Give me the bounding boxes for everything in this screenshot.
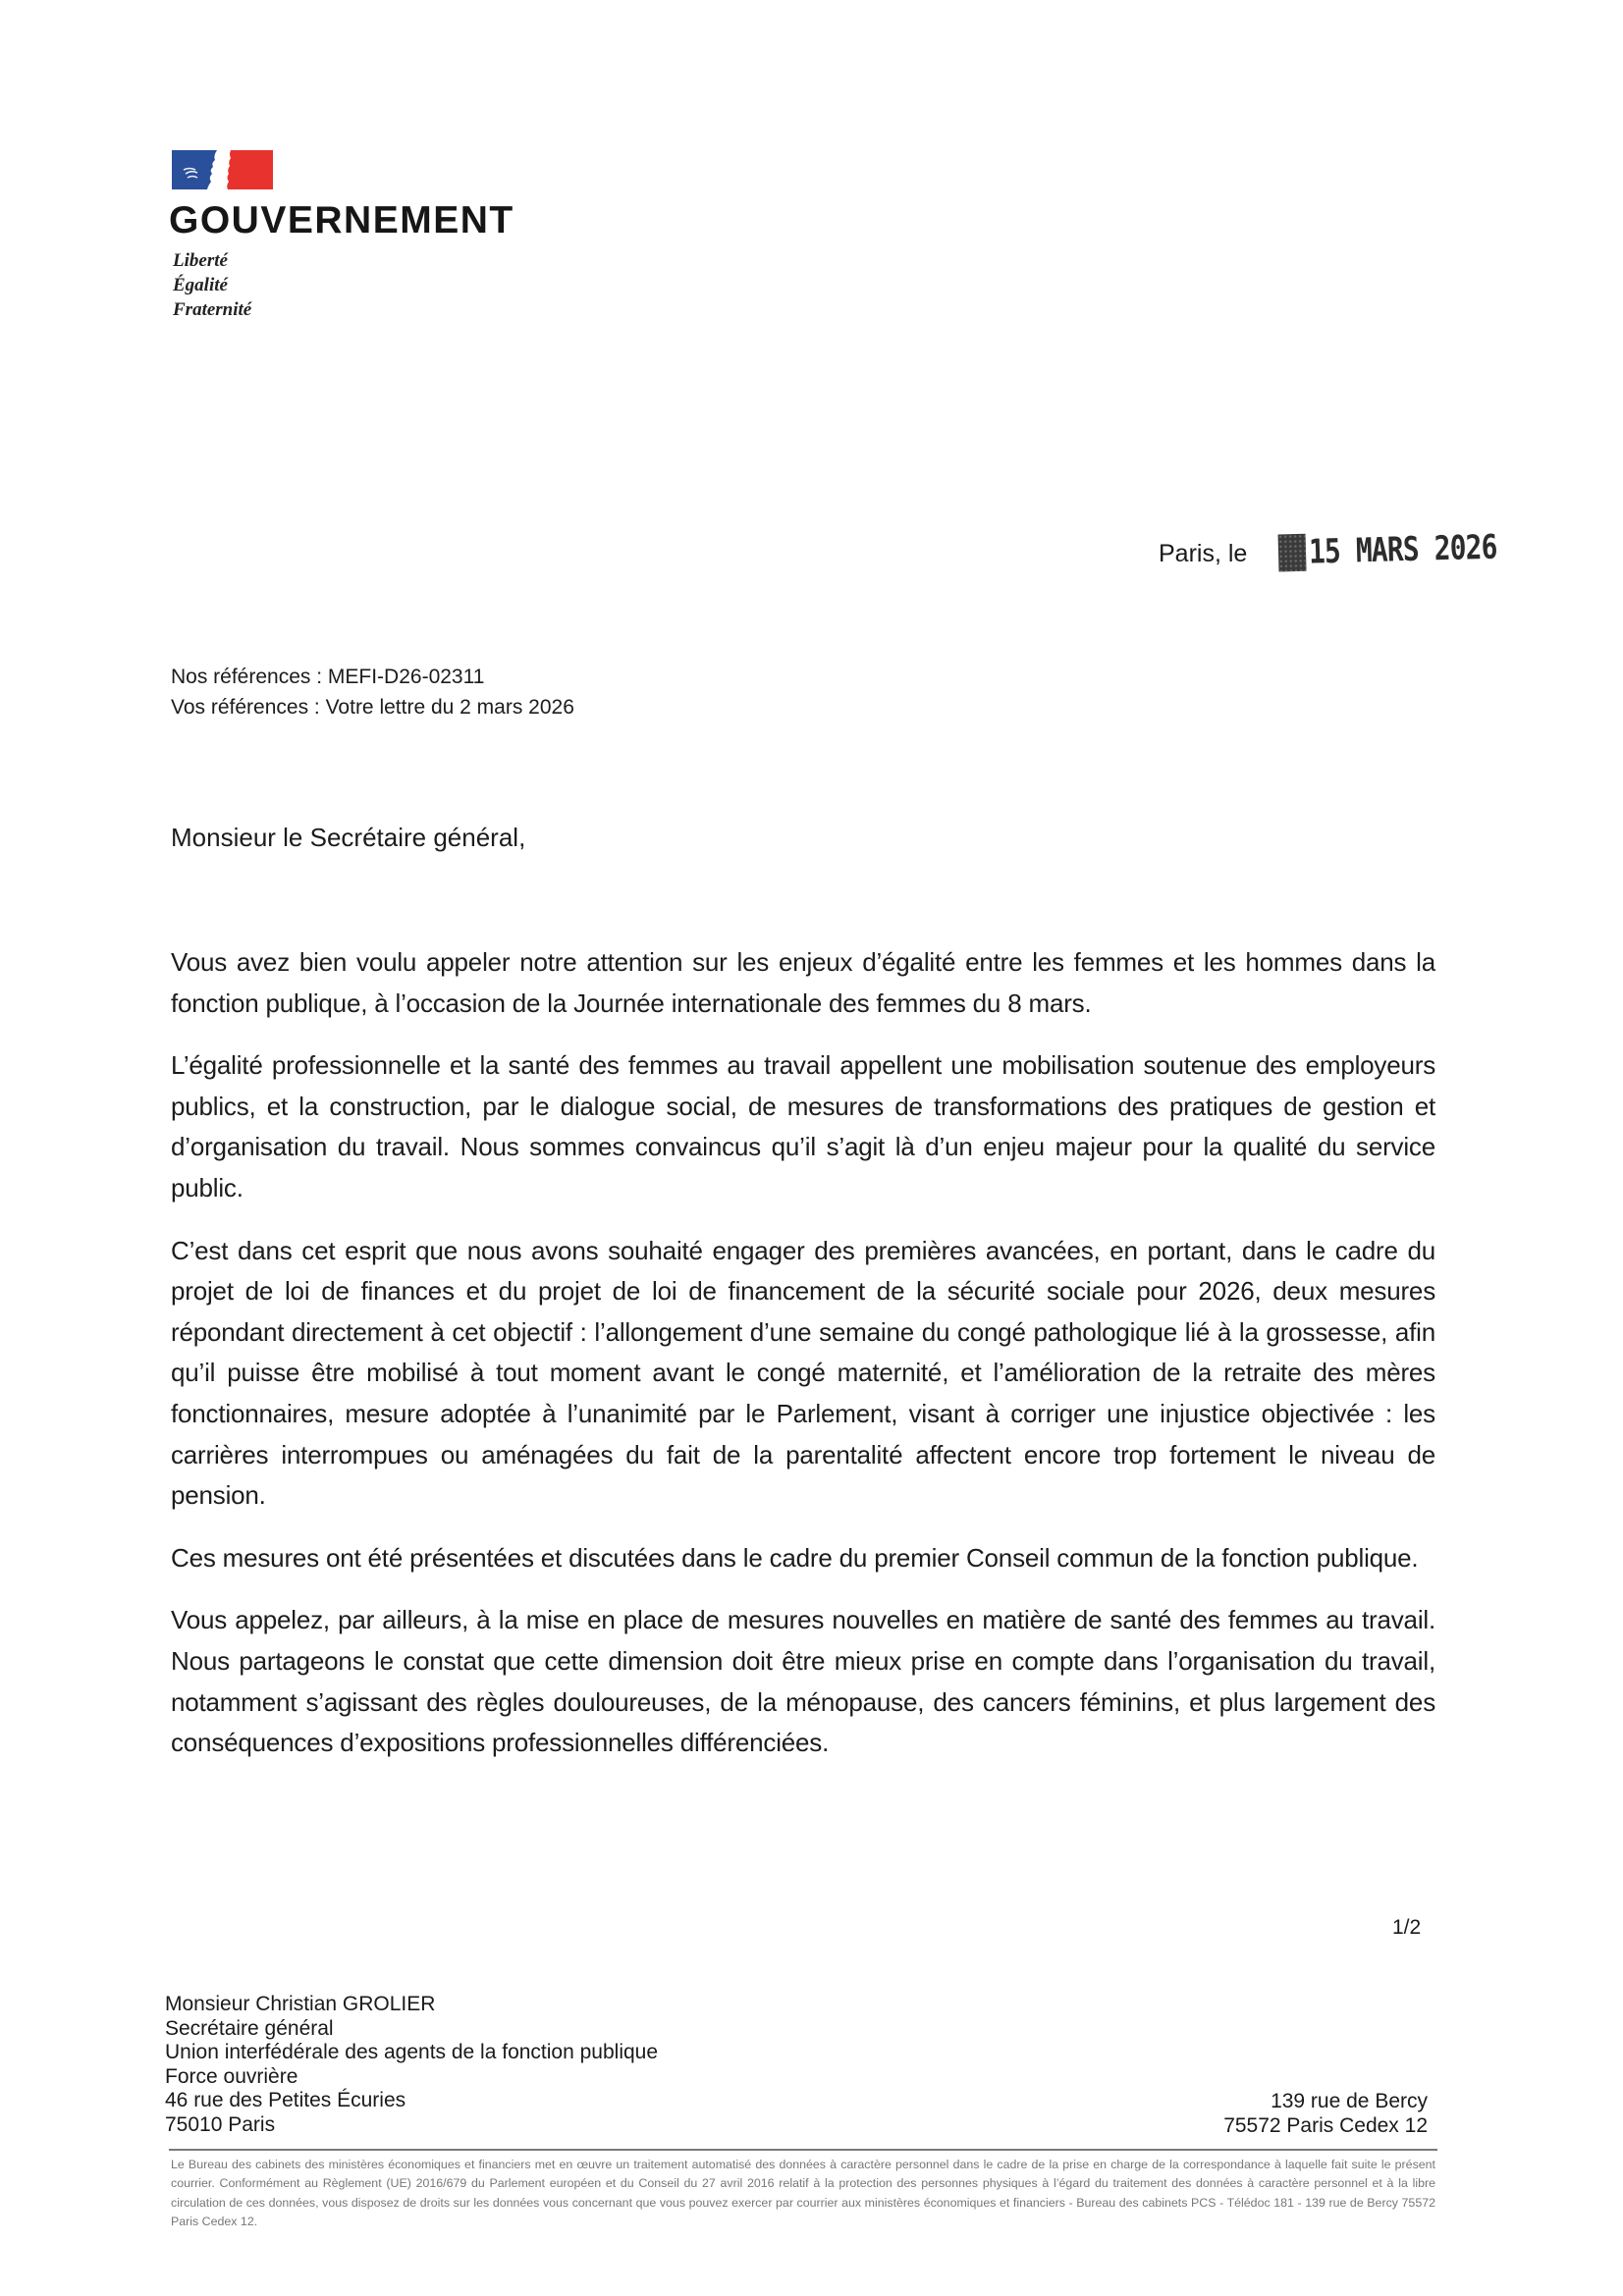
your-reference: Vos références : Votre lettre du 2 mars 2026 — [171, 696, 574, 719]
footer-divider — [169, 2149, 1437, 2151]
stamp-ink-block — [1278, 534, 1307, 572]
salutation: Monsieur le Secrétaire général, — [171, 823, 526, 852]
page-number: 1/2 — [1392, 1916, 1422, 1939]
sender-street: 139 rue de Bercy — [1271, 2090, 1428, 2112]
recipient-city: 75010 Paris — [165, 2112, 276, 2136]
motto-egalite: Égalité — [173, 275, 228, 295]
paragraph: C’est dans cet esprit que nous avons souhaité engager des premières avancées, en portant, dans le cadre du projet de loi de finances et du projet de loi de financement de la sécurité sociale pour 2026, deux mesures répondant directement à cet objectif : l’allongement d’une semaine du congé pathologique lié à la grossesse, afin qu’il puisse être mobilisé à tout moment avant le congé maternité, et l’amélioration de la retraite des mères fonctionnaires, mesure adoptée à l’unanimité par le Parlement, visant à corriger une injustice objectivée : les carrières interrompues ou aménagées du fait de la parentalité affectent encore trop fortement le niveau de pension. — [171, 1235, 1435, 1511]
paragraph: Ces mesures ont été présentées et discutées dans le cadre du premier Conseil commun de la fonction publique. — [171, 1542, 1419, 1573]
brand-wordmark: GOUVERNEMENT — [169, 199, 514, 241]
recipient-name: Monsieur Christian GROLIER — [165, 1993, 436, 2015]
recipient-organization: Union interfédérale des agents de la fonction publique — [165, 2041, 659, 2064]
paragraph: Vous avez bien voulu appeler notre attention sur les enjeux d’égalité entre les femmes et les hommes dans la fonction publique, à l’occasion de la Journée internationale des femmes du 8 mars. — [171, 947, 1435, 1018]
references — [171, 662, 574, 722]
letter-body — [171, 942, 1435, 1786]
recipient-address — [165, 1993, 658, 2138]
motto-liberte: Liberté — [173, 250, 228, 271]
privacy-notice: Le Bureau des cabinets des ministères économiques et financiers met en œuvre un traitement automatisé des données à caractère personnel dans le cadre de la prise en charge de la correspondance à laquelle fait suite le présent courrier. Conformément au Règlement (UE) 2016/679 du Parlement européen et du Conseil du 27 avril 2016 relatif à la protection des personnes physiques à l’égard du traitement des données à caractère personnel et à la libre circulation de ces données, vous disposez de droits sur les données vous concernant que vous pouvez exercer par courrier aux ministères économiques et financiers - Bureau des cabinets PCS - Télédoc 181 - 139 rue de Bercy 75572 Paris Cedex 12. — [171, 2158, 1435, 2228]
our-reference: Nos références : MEFI-D26-02311 — [171, 666, 485, 688]
paragraph: Vous appelez, par ailleurs, à la mise en place de mesures nouvelles en matière de santé des femmes au travail. Nous partageons le constat que cette dimension doit être mieux prise en compte dans l’organisation du travail, notamment s’agissant des règles douloureuses, de la ménopause, des cancers féminins, et plus largement des conséquences d’expositions professionnelles différenciées. — [171, 1605, 1435, 1758]
recipient-street: 46 rue des Petites Écuries — [165, 2089, 406, 2112]
date-label: Paris, le — [1159, 540, 1248, 567]
sender-city: 75572 Paris Cedex 12 — [1223, 2113, 1428, 2137]
date-stamp-text: 15 MARS 2026 — [1308, 527, 1498, 572]
motto-fraternite: Fraternité — [173, 299, 252, 320]
recipient-title: Secrétaire général — [165, 2016, 334, 2040]
date-stamp — [1277, 525, 1539, 575]
motto — [173, 248, 251, 322]
recipient-union: Force ouvrière — [165, 2064, 298, 2088]
marianne-flag-icon — [172, 150, 273, 189]
paragraph: L’égalité professionnelle et la santé des femmes au travail appellent une mobilisation soutenue des employeurs publics, et la construction, par le dialogue social, de mesures de transformations des pratiques de gestion et d’organisation du travail. Nous sommes convaincus qu’il s’agit là d’un enjeu majeur pour la qualité du service public. — [171, 1050, 1435, 1202]
sender-address — [1223, 2090, 1428, 2138]
